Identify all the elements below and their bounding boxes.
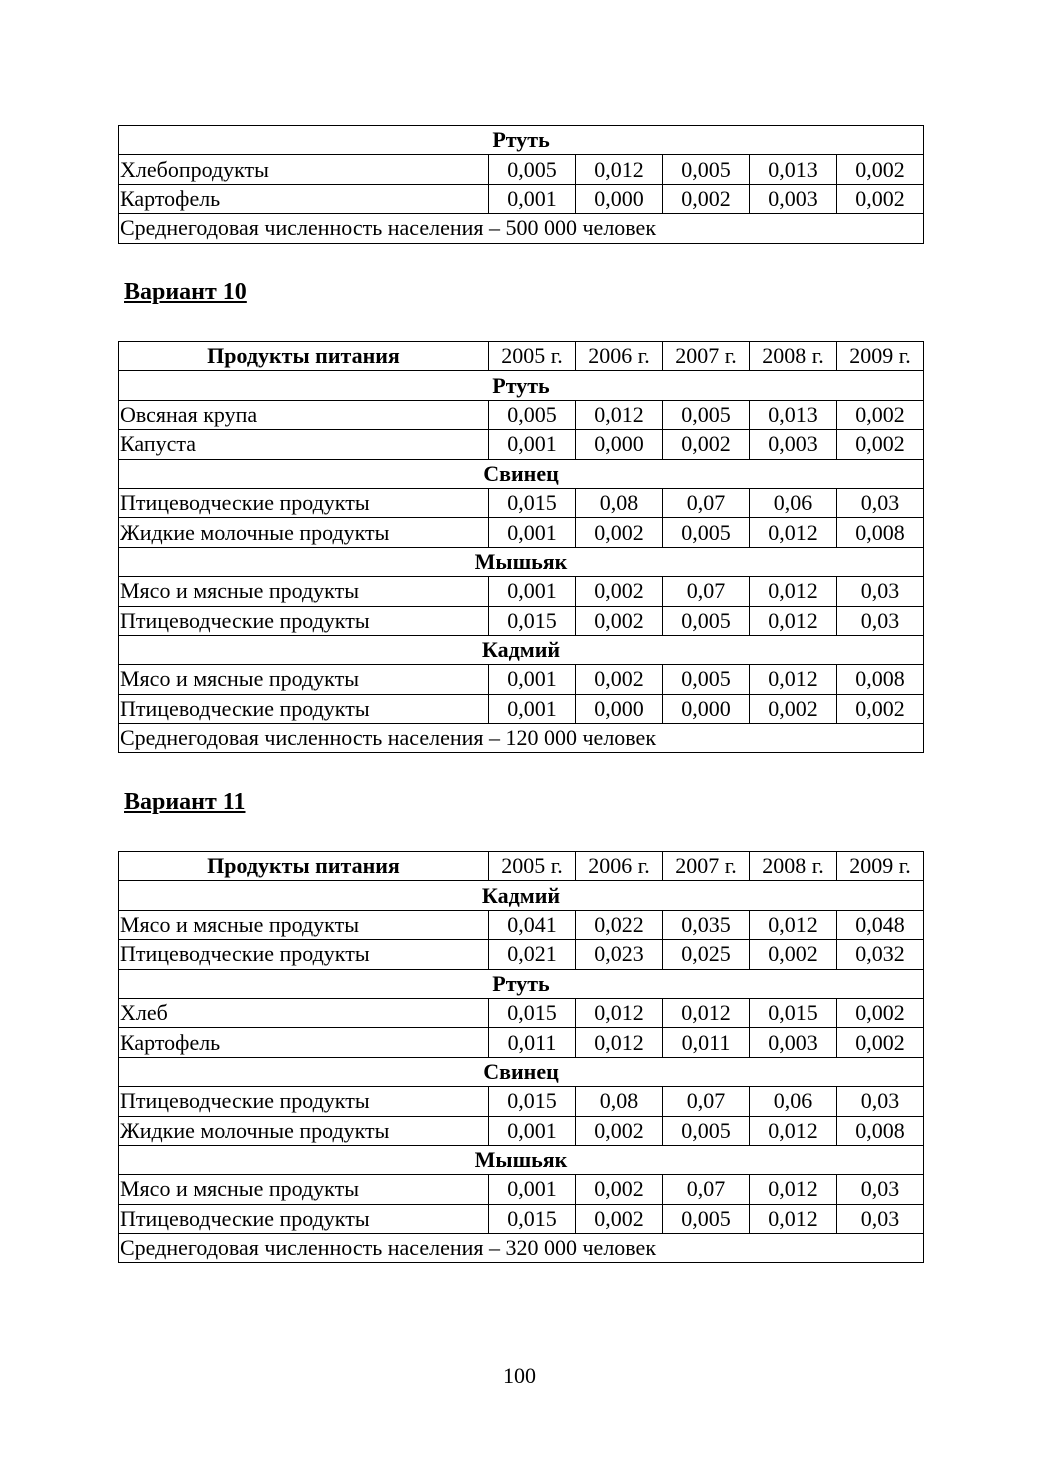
table-row — [119, 1204, 924, 1233]
product-name-cell: Картофель — [119, 1028, 489, 1057]
header-row — [119, 852, 924, 881]
group-name-cell: Ртуть — [119, 371, 924, 400]
population-row — [119, 214, 924, 243]
population-row — [119, 1234, 924, 1263]
value-cell: 0,015 — [750, 998, 837, 1027]
group-name-cell: Ртуть — [119, 969, 924, 998]
value-cell: 0,012 — [750, 665, 837, 694]
value-cell: 0,005 — [663, 400, 750, 429]
value-cell: 0,012 — [750, 1204, 837, 1233]
product-name-cell: Мясо и мясные продукты — [119, 665, 489, 694]
population-cell: Среднегодовая численность населения – 500 000 человек — [119, 214, 924, 243]
table-continuation — [118, 125, 924, 244]
value-cell: 0,005 — [663, 518, 750, 547]
table-row — [119, 1087, 924, 1116]
value-cell: 0,012 — [576, 155, 663, 184]
value-cell: 0,032 — [837, 940, 924, 969]
group-row — [119, 635, 924, 664]
product-name-cell: Птицеводческие продукты — [119, 606, 489, 635]
header-year-cell: 2009 г. — [837, 342, 924, 371]
group-name-cell: Мышьяк — [119, 547, 924, 576]
product-name-cell: Птицеводческие продукты — [119, 488, 489, 517]
value-cell: 0,06 — [750, 1087, 837, 1116]
product-name-cell: Хлебопродукты — [119, 155, 489, 184]
value-cell: 0,008 — [837, 518, 924, 547]
table-row — [119, 488, 924, 517]
table-row — [119, 1028, 924, 1057]
header-year-cell: 2009 г. — [837, 852, 924, 881]
value-cell: 0,025 — [663, 940, 750, 969]
value-cell: 0,012 — [576, 1028, 663, 1057]
value-cell: 0,002 — [750, 940, 837, 969]
value-cell: 0,012 — [576, 998, 663, 1027]
table-row — [119, 998, 924, 1027]
table-row — [119, 518, 924, 547]
value-cell: 0,013 — [750, 400, 837, 429]
value-cell: 0,000 — [576, 694, 663, 723]
header-year-cell: 2008 г. — [750, 342, 837, 371]
value-cell: 0,07 — [663, 1087, 750, 1116]
product-name-cell: Мясо и мясные продукты — [119, 577, 489, 606]
value-cell: 0,08 — [576, 1087, 663, 1116]
value-cell: 0,001 — [489, 665, 576, 694]
population-cell: Среднегодовая численность населения – 320 000 человек — [119, 1234, 924, 1263]
product-name-cell: Картофель — [119, 184, 489, 213]
value-cell: 0,002 — [837, 400, 924, 429]
value-cell: 0,002 — [576, 665, 663, 694]
value-cell: 0,002 — [576, 1204, 663, 1233]
value-cell: 0,011 — [489, 1028, 576, 1057]
value-cell: 0,001 — [489, 694, 576, 723]
product-name-cell: Птицеводческие продукты — [119, 694, 489, 723]
group-name-cell: Ртуть — [119, 126, 924, 155]
table-row — [119, 184, 924, 213]
value-cell: 0,005 — [663, 606, 750, 635]
group-row — [119, 547, 924, 576]
product-name-cell: Мясо и мясные продукты — [119, 910, 489, 939]
value-cell: 0,012 — [750, 606, 837, 635]
value-cell: 0,002 — [576, 606, 663, 635]
group-name-cell: Мышьяк — [119, 1145, 924, 1174]
value-cell: 0,002 — [837, 430, 924, 459]
header-year-cell: 2007 г. — [663, 852, 750, 881]
product-name-cell: Хлеб — [119, 998, 489, 1027]
value-cell: 0,001 — [489, 184, 576, 213]
group-name-cell: Свинец — [119, 459, 924, 488]
value-cell: 0,06 — [750, 488, 837, 517]
value-cell: 0,003 — [750, 430, 837, 459]
table-row — [119, 910, 924, 939]
value-cell: 0,002 — [576, 1116, 663, 1145]
table-variant-11 — [118, 851, 924, 1263]
page-number: 100 — [503, 1363, 536, 1388]
population-cell: Среднегодовая численность населения – 120 000 человек — [119, 724, 924, 753]
value-cell: 0,021 — [489, 940, 576, 969]
header-row — [119, 342, 924, 371]
value-cell: 0,001 — [489, 1175, 576, 1204]
value-cell: 0,07 — [663, 1175, 750, 1204]
table-row — [119, 940, 924, 969]
value-cell: 0,002 — [750, 694, 837, 723]
table-row — [119, 400, 924, 429]
header-year-cell: 2005 г. — [489, 342, 576, 371]
value-cell: 0,000 — [663, 694, 750, 723]
header-year-cell: 2006 г. — [576, 852, 663, 881]
product-name-cell: Птицеводческие продукты — [119, 940, 489, 969]
header-year-cell: 2005 г. — [489, 852, 576, 881]
value-cell: 0,03 — [837, 1175, 924, 1204]
value-cell: 0,003 — [750, 184, 837, 213]
value-cell: 0,000 — [576, 184, 663, 213]
variant-11-title: Вариант 11 — [124, 789, 246, 815]
value-cell: 0,08 — [576, 488, 663, 517]
group-name-cell: Свинец — [119, 1057, 924, 1086]
header-year-cell: 2006 г. — [576, 342, 663, 371]
group-row — [119, 969, 924, 998]
value-cell: 0,012 — [576, 400, 663, 429]
table-body — [119, 342, 924, 753]
table-row — [119, 1175, 924, 1204]
value-cell: 0,005 — [489, 400, 576, 429]
group-row — [119, 459, 924, 488]
table-row — [119, 577, 924, 606]
value-cell: 0,001 — [489, 430, 576, 459]
group-row — [119, 1145, 924, 1174]
group-name-cell: Кадмий — [119, 635, 924, 664]
value-cell: 0,07 — [663, 488, 750, 517]
value-cell: 0,002 — [837, 184, 924, 213]
group-row — [119, 881, 924, 910]
value-cell: 0,022 — [576, 910, 663, 939]
table-row — [119, 665, 924, 694]
value-cell: 0,005 — [663, 1204, 750, 1233]
product-name-cell: Птицеводческие продукты — [119, 1087, 489, 1116]
header-year-cell: 2007 г. — [663, 342, 750, 371]
value-cell: 0,008 — [837, 1116, 924, 1145]
population-row — [119, 724, 924, 753]
table-row — [119, 430, 924, 459]
value-cell: 0,048 — [837, 910, 924, 939]
value-cell: 0,012 — [663, 998, 750, 1027]
product-name-cell: Жидкие молочные продукты — [119, 1116, 489, 1145]
value-cell: 0,005 — [489, 155, 576, 184]
product-name-cell: Жидкие молочные продукты — [119, 518, 489, 547]
table-row — [119, 155, 924, 184]
header-year-cell: 2008 г. — [750, 852, 837, 881]
table-body — [119, 126, 924, 244]
value-cell: 0,001 — [489, 577, 576, 606]
value-cell: 0,002 — [663, 184, 750, 213]
product-name-cell: Мясо и мясные продукты — [119, 1175, 489, 1204]
table-row — [119, 1116, 924, 1145]
value-cell: 0,002 — [576, 1175, 663, 1204]
header-product-cell: Продукты питания — [119, 852, 489, 881]
value-cell: 0,002 — [837, 155, 924, 184]
value-cell: 0,002 — [837, 998, 924, 1027]
value-cell: 0,023 — [576, 940, 663, 969]
value-cell: 0,035 — [663, 910, 750, 939]
value-cell: 0,015 — [489, 1087, 576, 1116]
value-cell: 0,005 — [663, 665, 750, 694]
value-cell: 0,03 — [837, 1204, 924, 1233]
value-cell: 0,012 — [750, 518, 837, 547]
value-cell: 0,03 — [837, 1087, 924, 1116]
value-cell: 0,012 — [750, 577, 837, 606]
group-row — [119, 126, 924, 155]
value-cell: 0,07 — [663, 577, 750, 606]
value-cell: 0,002 — [837, 1028, 924, 1057]
group-row — [119, 371, 924, 400]
value-cell: 0,005 — [663, 155, 750, 184]
table-row — [119, 694, 924, 723]
value-cell: 0,03 — [837, 606, 924, 635]
value-cell: 0,03 — [837, 488, 924, 517]
group-row — [119, 1057, 924, 1086]
value-cell: 0,001 — [489, 518, 576, 547]
value-cell: 0,013 — [750, 155, 837, 184]
value-cell: 0,011 — [663, 1028, 750, 1057]
value-cell: 0,002 — [576, 518, 663, 547]
value-cell: 0,015 — [489, 488, 576, 517]
value-cell: 0,002 — [837, 694, 924, 723]
value-cell: 0,012 — [750, 910, 837, 939]
header-product-cell: Продукты питания — [119, 342, 489, 371]
group-name-cell: Кадмий — [119, 881, 924, 910]
value-cell: 0,000 — [576, 430, 663, 459]
product-name-cell: Капуста — [119, 430, 489, 459]
table-row — [119, 606, 924, 635]
product-name-cell: Птицеводческие продукты — [119, 1204, 489, 1233]
value-cell: 0,015 — [489, 606, 576, 635]
table-body — [119, 852, 924, 1263]
value-cell: 0,003 — [750, 1028, 837, 1057]
value-cell: 0,03 — [837, 577, 924, 606]
value-cell: 0,002 — [576, 577, 663, 606]
value-cell: 0,012 — [750, 1175, 837, 1204]
value-cell: 0,005 — [663, 1116, 750, 1145]
value-cell: 0,012 — [750, 1116, 837, 1145]
value-cell: 0,001 — [489, 1116, 576, 1145]
table-variant-10 — [118, 341, 924, 753]
value-cell: 0,015 — [489, 1204, 576, 1233]
product-name-cell: Овсяная крупа — [119, 400, 489, 429]
variant-10-title: Вариант 10 — [124, 279, 247, 305]
value-cell: 0,008 — [837, 665, 924, 694]
value-cell: 0,002 — [663, 430, 750, 459]
value-cell: 0,041 — [489, 910, 576, 939]
value-cell: 0,015 — [489, 998, 576, 1027]
